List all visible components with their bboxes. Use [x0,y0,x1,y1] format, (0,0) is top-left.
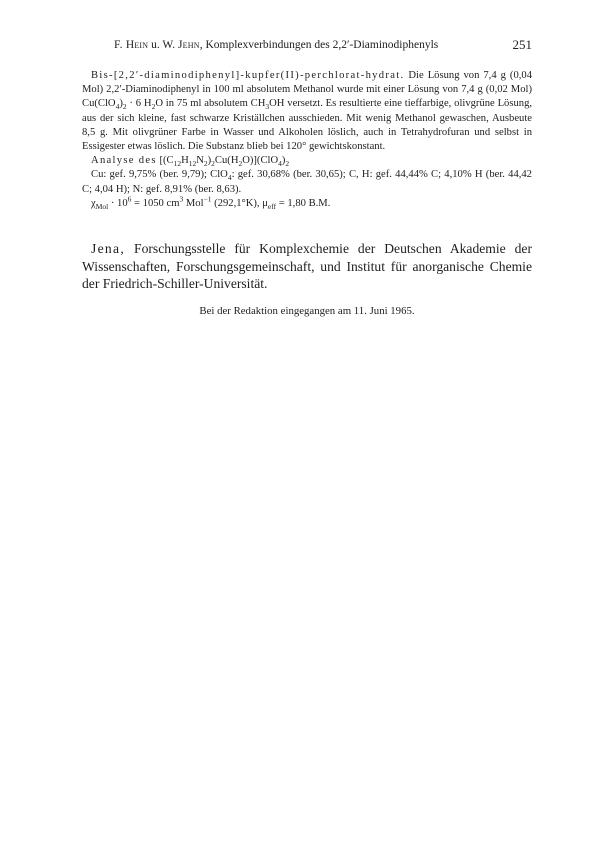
paragraph-preparation: Bis-[2,2′-diaminodiphenyl]-kupfer(II)-perchlorat-hydrat. Die Lösung von 7,4 g (0,04 Mol) 2,2′-Diaminodiphenyl in 100 ml absolutem Methanol wurde mit einer Lösung von 7,4 g (0,02 Mol) $Cu(ClO_4)_2 \cdot 6$ $H_2O$ in 75 ml absolutem $CH_3OH$ versetzt. Es resultierte eine tieffarbige, olivgrüne Lösung, aus der sich kleine, fast schwarze Kriställchen ausschieden. Mit wenig Methanol gewaschen, Ausbeute 8,5 g. Mit olivgrüner Farbe in Wasser und Alkoholen löslich, auch in Tetrahydrofuran und selbst in Essigester etwas löslich. Die Substanz blieb bei 120° gewichtskonstant. [82,70,533,153]
magnetic-data: $\chi_{Mol} \cdot 10^6 = 1050$ $cm^3$ Mol$^{-1}$ (292,1°K), $\mu_{eff} = 1,80$ B.M. [91,194,331,211]
received-date: Bei der Redaktion eingegangen am 11. Juni 1965. [199,305,415,317]
experimental-section [82,69,532,211]
author-1: F. Hein [114,39,149,51]
analysis-results: Cu: gef. 9,75% (ber. 9,79); ClO$_4$: gef. 30,68% (ber. 30,65); C, H: gef. 44,44% C; 4,10% H (ber. 44,42 C; 4,04 H); N: gef. 8,91% (ber. 8,63). [82,169,532,195]
affiliation [82,240,532,293]
analysis-formula: Analyse des $[(C_{12}H_{12}N_2)_2Cu(H_2O)](ClO_4)_2$ [91,155,290,169]
running-title: , Komplexverbindungen des 2,2′-Diaminodiphenyls [199,39,439,51]
running-head [114,38,532,52]
compound-name: Bis-[2,2′-diaminodiphenyl]-kupfer(II)-perchlorat-hydrat. [91,70,405,81]
author-connector: u. W. [151,39,176,51]
affiliation-text: Forschungsstelle für Komplexchemie der Deutschen Akademie der Wissenschaften, Forschungsgemeinschaft, und Institut für anorganische Chemie der Friedrich-Schiller-Universität. [82,241,532,291]
analysis-label: Analyse des [91,155,157,167]
page-number: 251 [512,37,532,52]
author-2: Jehn [177,39,200,51]
affiliation-city: Jena, [91,241,126,256]
